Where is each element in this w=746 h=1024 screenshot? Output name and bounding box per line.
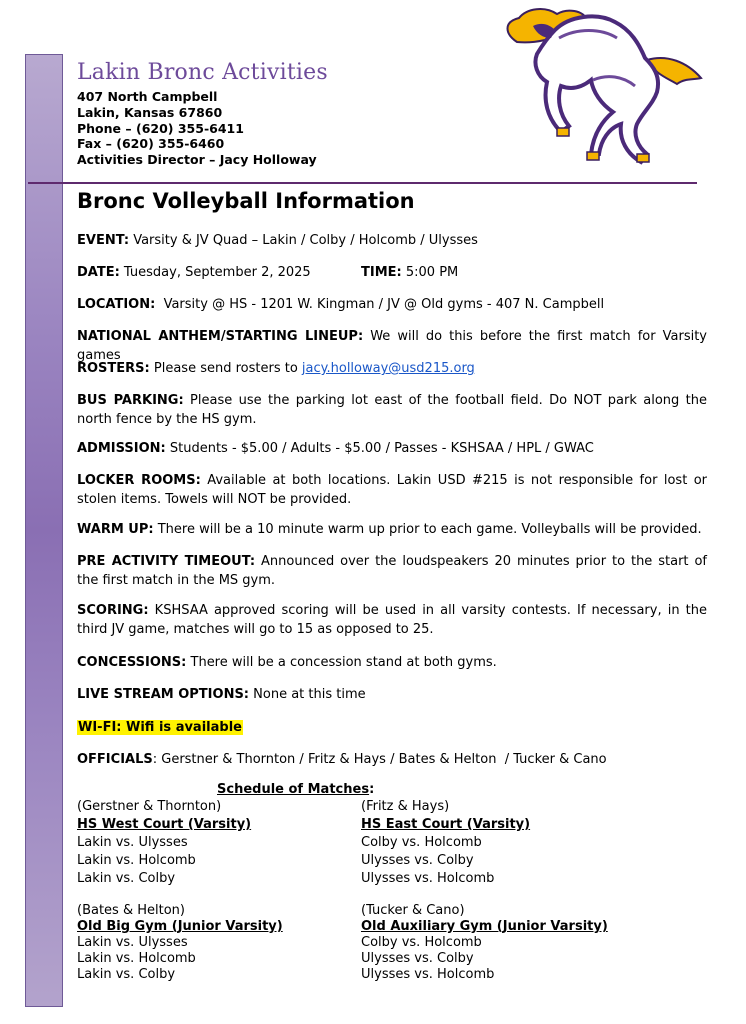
officials-line: OFFICIALS: Gerstner & Thornton / Fritz & Hays / Bates & Helton / Tucker & Cano <box>77 752 607 767</box>
concessions-line: CONCESSIONS: There will be a concession stand at both gyms. <box>77 655 497 670</box>
bronco-horse-icon <box>497 4 711 168</box>
match-item: Lakin vs. Holcomb <box>77 951 196 966</box>
date-line: DATE: Tuesday, September 2, 2025 <box>77 265 311 280</box>
bus-parking-paragraph: BUS PARKING: Please use the parking lot east of the football field. Do NOT park along the north fence by the HS gym. <box>77 393 707 427</box>
schedule-title: Schedule of Matches: <box>217 782 375 797</box>
admission-line: ADMISSION: Students - $5.00 / Adults - $5.00 / Passes - KSHSAA / HPL / GWAC <box>77 441 594 456</box>
wifi-line <box>77 718 243 737</box>
address-line: 407 North Campbell <box>77 89 218 104</box>
group-officials: (Fritz & Hays) <box>361 799 450 814</box>
match-item: Ulysses vs. Holcomb <box>361 967 495 982</box>
phone-line: Phone – (620) 355-6411 <box>77 120 244 136</box>
group-officials: (Tucker & Cano) <box>361 903 465 918</box>
decorative-sidebar-bar <box>25 54 63 1007</box>
match-item: Lakin vs. Ulysses <box>77 935 188 950</box>
group-officials: (Gerstner & Thornton) <box>77 799 222 814</box>
court-heading: HS West Court (Varsity) <box>77 817 252 832</box>
match-item: Lakin vs. Colby <box>77 967 176 982</box>
court-heading: HS East Court (Varsity) <box>361 817 531 832</box>
live-stream-line: LIVE STREAM OPTIONS: None at this time <box>77 687 366 702</box>
time-line: TIME: 5:00 PM <box>361 265 459 280</box>
locker-rooms-paragraph: LOCKER ROOMS: Available at both locations. Lakin USD #215 is not responsible for lost or stolen items. Towels will NOT be provided. <box>77 473 707 507</box>
schedule-group-hs-west <box>77 798 251 888</box>
document-title: Bronc Volleyball Information <box>77 189 415 213</box>
match-item: Lakin vs. Ulysses <box>77 835 188 850</box>
rosters-line: ROSTERS: Please send rosters to jacy.holloway@usd215.org <box>77 361 475 376</box>
schedule-group-old-big-gym <box>77 903 283 983</box>
city-line: Lakin, Kansas 67860 <box>77 104 223 120</box>
group-officials: (Bates & Helton) <box>77 903 185 918</box>
court-heading: Old Auxiliary Gym (Junior Varsity) <box>361 919 608 934</box>
fax-line: Fax – (620) 355-6460 <box>77 136 225 152</box>
match-item: Lakin vs. Holcomb <box>77 853 196 868</box>
document-body <box>77 188 707 982</box>
warm-up-line: WARM UP: There will be a 10 minute warm up prior to each game. Volleyballs will be provided. <box>77 522 702 537</box>
pre-activity-timeout-paragraph: PRE ACTIVITY TIMEOUT: Announced over the loudspeakers 20 minutes prior to the start of the first match in the MS gym. <box>77 554 707 588</box>
roster-email-link[interactable]: jacy.holloway@usd215.org <box>301 361 475 376</box>
match-item: Ulysses vs. Colby <box>361 853 474 868</box>
director-line: Activities Director – Jacy Holloway <box>77 152 317 168</box>
court-heading: Old Big Gym (Junior Varsity) <box>77 919 283 934</box>
schedule-group-hs-east <box>361 798 530 888</box>
match-item: Colby vs. Holcomb <box>361 835 482 850</box>
letterhead <box>77 60 328 168</box>
location-line: LOCATION: Varsity @ HS - 1201 W. Kingman / JV @ Old gyms - 407 N. Campbell <box>77 297 605 312</box>
header-divider <box>28 182 697 184</box>
match-item: Ulysses vs. Colby <box>361 951 474 966</box>
match-item: Ulysses vs. Holcomb <box>361 871 495 886</box>
match-item: Colby vs. Holcomb <box>361 935 482 950</box>
match-item: Lakin vs. Colby <box>77 871 176 886</box>
org-name: Lakin Bronc Activities <box>77 60 328 85</box>
scoring-paragraph: SCORING: KSHSAA approved scoring will be used in all varsity contests. If necessary, in the third JV game, matches will go to 15 as opposed to 25. <box>77 603 707 637</box>
wifi-highlight: WI-FI: Wifi is available <box>78 720 242 735</box>
anthem-line: NATIONAL ANTHEM/STARTING LINEUP: We will do this before the first match for Varsity games <box>77 329 707 363</box>
schedule-group-old-auxiliary-gym <box>361 903 608 983</box>
event-line: EVENT: Varsity & JV Quad – Lakin / Colby / Holcomb / Ulysses <box>77 233 478 248</box>
